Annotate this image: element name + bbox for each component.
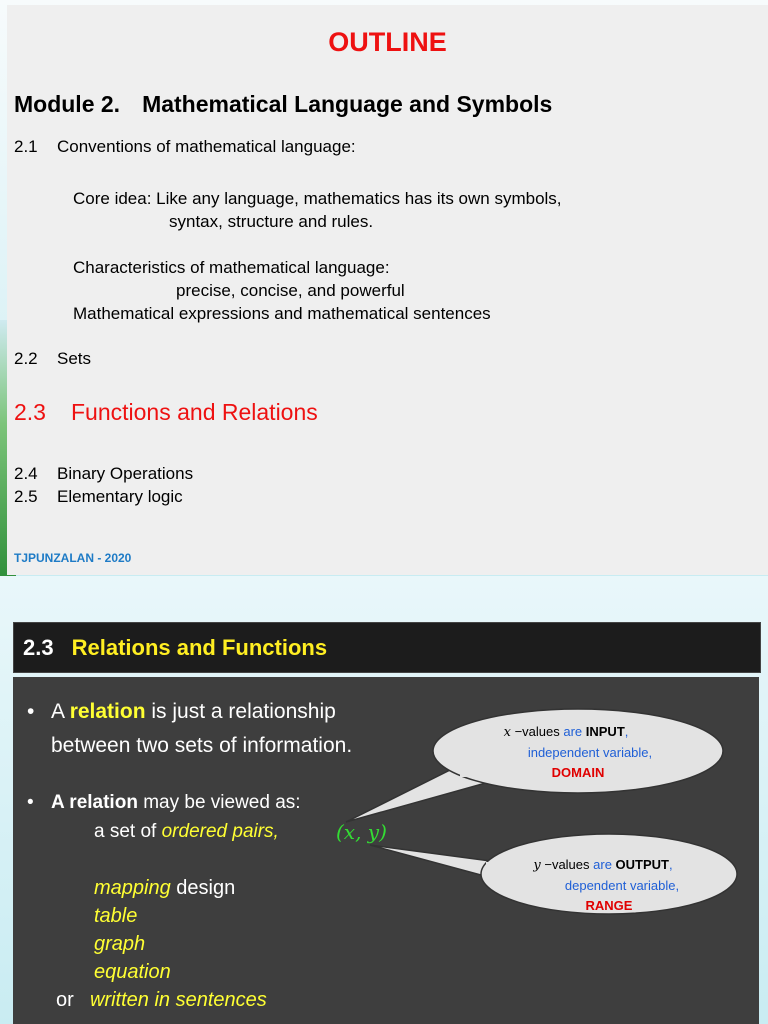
title-text: Relations and Functions <box>71 635 328 660</box>
slide-footer: TJPUNZALAN - 2020 <box>14 551 132 565</box>
section-number: 2.3 <box>14 399 46 425</box>
section-text: Binary Operations <box>57 464 194 483</box>
term-output: OUTPUT <box>615 857 669 872</box>
view-or: or <box>56 989 74 1011</box>
section-number: 2.2 <box>14 349 38 368</box>
term-a-relation: A relation <box>51 792 138 813</box>
view-equation: equation <box>94 961 171 983</box>
text-fragment: A <box>51 700 70 723</box>
text-fragment: are <box>593 857 616 872</box>
module-number: Module 2. <box>14 91 121 117</box>
core-idea-line2: syntax, structure and rules. <box>169 212 374 231</box>
module-title: Mathematical Language and Symbols <box>142 91 553 117</box>
bullet-relation-line2: between two sets of information. <box>51 734 353 757</box>
text-fragment: is just a relationship <box>145 700 336 723</box>
text-fragment: are <box>563 724 586 739</box>
text-fragment: design <box>170 877 236 899</box>
characteristics-heading: Characteristics of mathematical language: <box>73 258 390 277</box>
term-domain: DOMAIN <box>551 765 605 780</box>
expressions-sentences: Mathematical expressions and mathematical sentences <box>73 304 491 323</box>
text-fragment: , <box>624 724 629 739</box>
view-graph: graph <box>94 933 146 955</box>
term-input: INPUT <box>585 724 625 739</box>
core-idea-line1: Core idea: Like any language, mathematics has its own symbols, <box>73 189 562 208</box>
term-relation: relation <box>69 700 146 723</box>
dependent-variable: dependent variable, <box>564 878 680 893</box>
title-number: 2.3 <box>23 635 54 660</box>
term-mapping: mapping <box>94 877 171 899</box>
text-fragment: a set of <box>94 821 162 842</box>
section-text: Elementary logic <box>57 487 183 506</box>
bullet-dot: • <box>27 792 34 813</box>
callout-range-text <box>481 855 737 916</box>
var-x: x <box>503 725 511 740</box>
section-text: Functions and Relations <box>71 399 318 425</box>
outline-title: OUTLINE <box>328 27 447 57</box>
independent-variable: independent variable, <box>527 745 653 760</box>
text-fragment: −values <box>540 857 594 872</box>
section-number: 2.4 <box>14 464 38 483</box>
text-fragment: −values <box>510 724 564 739</box>
section-number: 2.1 <box>14 137 38 156</box>
section-text: Conventions of mathematical language: <box>57 137 356 156</box>
characteristics-list: precise, concise, and powerful <box>176 281 405 300</box>
text-fragment: , <box>669 857 673 872</box>
term-ordered-pairs: ordered pairs, <box>161 821 279 842</box>
var-y: y <box>533 858 541 873</box>
section-number: 2.5 <box>14 487 38 506</box>
view-written-sentences: written in sentences <box>90 989 267 1011</box>
bullet-dot: • <box>27 700 35 723</box>
callout-domain-text <box>433 722 723 783</box>
ordered-pair-xy: (x, y) <box>336 820 387 844</box>
text-fragment: may be viewed as: <box>137 792 301 813</box>
view-table: table <box>94 905 138 927</box>
section-text: Sets <box>57 349 92 368</box>
term-range: RANGE <box>585 898 633 913</box>
